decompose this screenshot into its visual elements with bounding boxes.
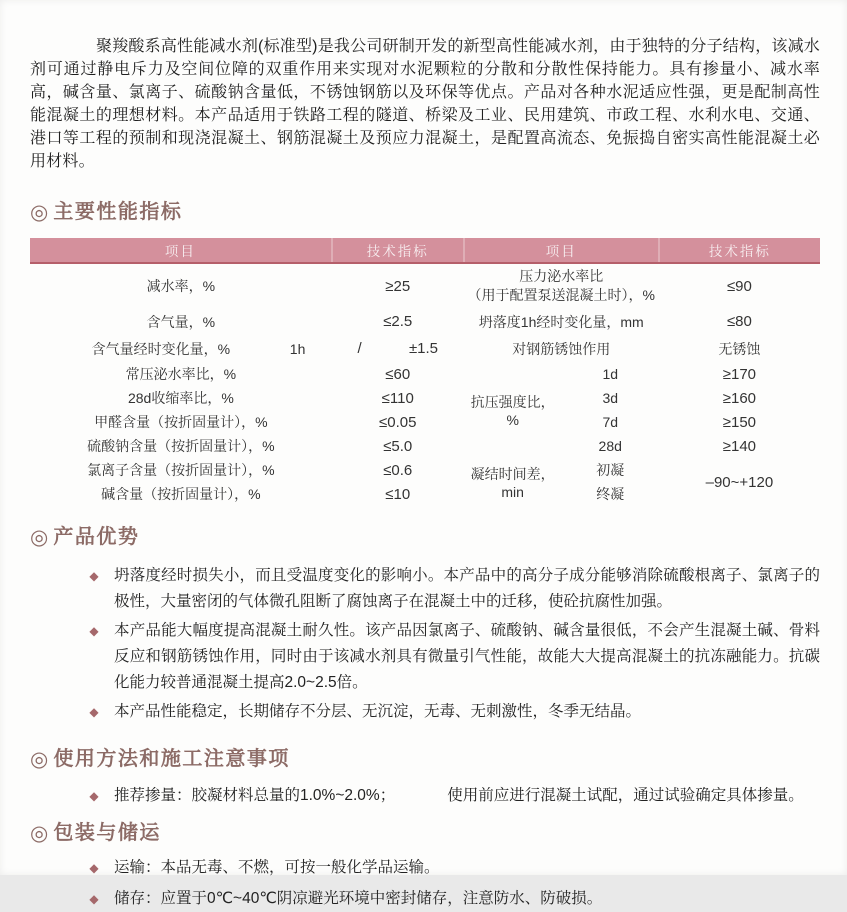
section-heading-performance	[30, 200, 820, 225]
spec-value	[332, 335, 464, 362]
spec-item	[30, 335, 332, 362]
spec-item: 碱含量（按折固量计），%	[101, 486, 261, 502]
packaging-list	[30, 855, 820, 912]
double-circle-icon: ◎	[30, 748, 49, 771]
diamond-bullet-icon: ◆	[89, 624, 99, 638]
spec-age: 3d	[602, 390, 619, 406]
spec-item: 28d收缩率比，%	[127, 390, 234, 406]
column-header-index-left: 技术指标	[332, 238, 464, 263]
table-row	[30, 458, 820, 482]
spec-value: ≥170	[722, 365, 757, 383]
bullet-text: 运输：本品无毒、不燃，可按一般化学品运输。	[114, 859, 440, 876]
list-item	[87, 783, 820, 809]
spec-age: 7d	[602, 414, 619, 430]
section-title: 产品优势	[53, 526, 140, 548]
spec-value-slash: /	[357, 340, 362, 357]
diamond-bullet-icon: ◆	[89, 705, 99, 719]
spec-item-label: 含气量经时变化量，%	[91, 340, 231, 357]
spec-age: 终凝	[596, 486, 625, 502]
section-title: 主要性能指标	[53, 201, 183, 223]
list-item	[87, 886, 820, 912]
spec-value: ≤80	[726, 313, 752, 330]
spec-item: 常压泌水率比，%	[125, 366, 237, 382]
spec-value: ≤110	[381, 389, 414, 407]
spec-value-merged: –90~+120	[705, 473, 774, 491]
performance-table	[30, 238, 820, 506]
table-row	[30, 335, 820, 362]
table-row	[30, 386, 820, 410]
spec-item: 甲醛含量（按折固量计），%	[94, 414, 268, 430]
spec-value: 无锈蚀	[718, 340, 761, 357]
trial-mix-note: 使用前应进行混凝土试配，通过试验确定具体掺量。	[447, 787, 804, 804]
spec-value: ≤2.5	[383, 313, 413, 330]
table-row	[30, 308, 820, 335]
bullet-text: 坍落度经时损失小，而且受温度变化的影响小。本产品中的高分子成分能够消除硫酸根离子、氯离子的极性，大量密闭的气体微孔阻断了腐蚀离子在混凝土中的迁移，使砼抗腐性加强。	[114, 567, 820, 610]
list-item	[87, 618, 820, 696]
table-row	[30, 362, 820, 386]
spec-value: ≥25	[385, 277, 411, 295]
spec-age: 初凝	[596, 462, 625, 478]
spec-value-number: ±1.5	[408, 340, 439, 357]
spec-value: ≤60	[385, 365, 411, 383]
spec-item-merged: 抗压强度比，%	[470, 394, 555, 428]
section-title: 使用方法和施工注意事项	[53, 748, 290, 770]
spec-value: ≥160	[722, 389, 757, 407]
list-item	[87, 563, 820, 615]
spec-value: ≤0.05	[379, 413, 417, 431]
bullet-text	[114, 783, 804, 809]
spec-value: ≤90	[726, 277, 752, 295]
spec-item: 对钢筋锈蚀作用	[512, 340, 611, 357]
section-heading-advantages	[30, 525, 820, 550]
spec-item-sub: 1h	[289, 340, 306, 357]
diamond-bullet-icon: ◆	[89, 892, 99, 906]
spec-value: ≥140	[722, 437, 757, 455]
usage-list	[30, 783, 820, 809]
table-row	[30, 263, 820, 308]
diamond-bullet-icon: ◆	[89, 789, 99, 803]
spec-item: 坍落度1h经时变化量，mm	[478, 313, 644, 330]
spec-item	[464, 263, 659, 308]
intro-paragraph: 聚羧酸系高性能减水剂(标准型)是我公司研制开发的新型高性能减水剂，由于独特的分子结构，该减水剂可通过静电斥力及空间位障的双重作用来实现对水泥颗粒的分散和分散性保持能力。具有掺量小、减水率高，碱含量、氯离子、硫酸钠含量低，不锈蚀钢筋以及环保等优点。产品对各种水泥适应性强，更是配制高性能混凝土的理想材料。本产品适用于铁路工程的隧道、桥梁及工业、民用建筑、市政工程、水利水电、交通、港口等工程的预制和现浇混凝土、钢筋混凝土及预应力混凝土，是配置高流态、免振捣自密实高性能混凝土必用材料。	[30, 38, 820, 170]
spec-value: ≤5.0	[383, 437, 413, 455]
bullet-text: 本产品能大幅度提高混凝土耐久性。该产品因氯离子、硫酸钠、碱含量很低，不会产生混凝土碱、骨料反应和钢筋锈蚀作用，同时由于该减水剂具有微量引气性能，故能大大提高混凝土的抗冻融能力。抗碳化能力较普通混凝土提高2.0~2.5倍。	[114, 622, 820, 691]
spec-value: ≥150	[722, 413, 757, 431]
column-header-item-left: 项目	[30, 238, 332, 263]
table-header-row	[30, 238, 820, 263]
double-circle-icon: ◎	[30, 201, 49, 224]
spec-item-line1: 压力泌水率比	[519, 268, 604, 284]
list-item	[87, 855, 820, 881]
diamond-bullet-icon: ◆	[89, 569, 99, 583]
spec-age: 1d	[602, 366, 619, 382]
dosage-recommendation: 推荐掺量：胶凝材料总量的1.0%~2.0%；	[114, 787, 396, 804]
spec-item-line2: （用于配置泵送混凝土时），%	[467, 287, 655, 303]
spec-age: 28d	[598, 438, 622, 454]
spec-item: 氯离子含量（按折固量计），%	[87, 462, 275, 478]
spec-item: 硫酸钠含量（按折固量计），%	[87, 438, 275, 454]
column-header-item-right: 项目	[464, 238, 659, 263]
column-header-index-right: 技术指标	[659, 238, 820, 263]
spec-item: 减水率，%	[146, 278, 216, 294]
section-heading-usage	[30, 747, 820, 772]
double-circle-icon: ◎	[30, 526, 49, 549]
advantages-list	[30, 563, 820, 725]
section-heading-packaging	[30, 821, 820, 846]
spec-value: ≤10	[385, 485, 411, 503]
spec-item: 含气量，%	[146, 313, 216, 330]
spec-value: ≤0.6	[383, 461, 413, 479]
section-title: 包装与储运	[53, 822, 161, 844]
bullet-text: 储存：应置于0℃~40℃阴凉避光环境中密封储存，注意防水、防破损。	[114, 890, 603, 907]
table-row	[30, 410, 820, 434]
bullet-text: 本产品性能稳定，长期储存不分层、无沉淀，无毒、无刺激性，冬季无结晶。	[114, 703, 642, 720]
double-circle-icon: ◎	[30, 822, 49, 845]
table-row	[30, 434, 820, 458]
diamond-bullet-icon: ◆	[89, 861, 99, 875]
spec-item-merged: 凝结时间差，min	[470, 466, 555, 500]
list-item	[87, 699, 820, 725]
